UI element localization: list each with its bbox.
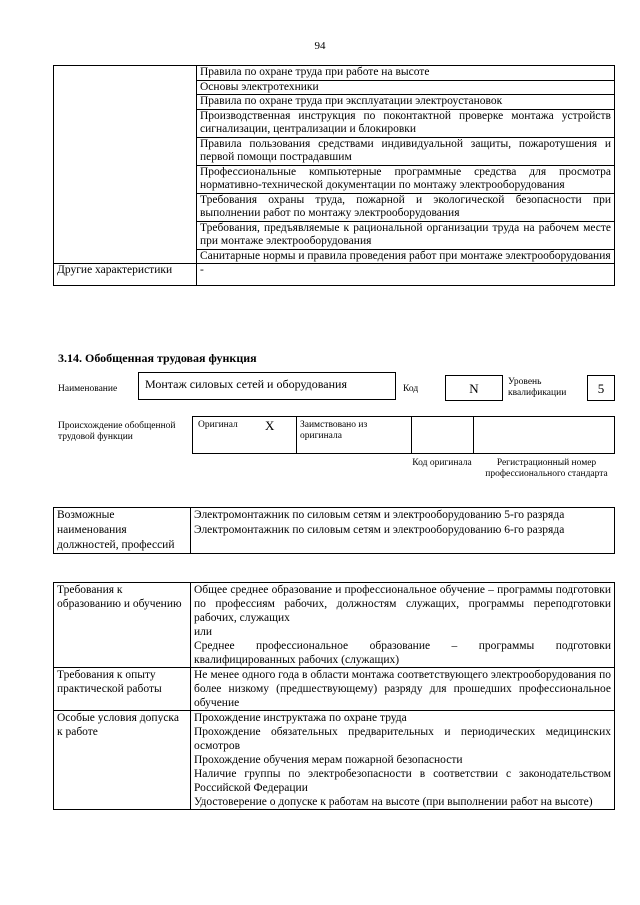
function-code: N xyxy=(445,375,503,401)
original-mark: X xyxy=(265,418,275,433)
knowledge-row: Правила по охране труда при работе на высоте xyxy=(197,66,615,81)
special-conditions-cell xyxy=(191,711,615,810)
positions-table xyxy=(53,507,615,554)
level-value: 5 xyxy=(587,375,615,401)
condition-item: Прохождение обязательных предварительных и периодических медицинских осмотров xyxy=(194,726,611,752)
code-label: Код xyxy=(403,384,419,394)
page-number: 94 xyxy=(314,40,326,52)
knowledge-row: Санитарные нормы и правила проведения работ при монтаже электрооборудования xyxy=(197,249,615,264)
experience-item: Не менее одного года в области монтажа соответствующего электрооборудования по более низкому (предшествующему) разряду для прошедших профессиональное обучение xyxy=(194,669,611,709)
name-label: Наименование xyxy=(58,384,118,394)
experience-label: Требования к опыту практической работы xyxy=(54,668,191,711)
knowledge-row: Профессиональные компьютерные программные средства для просмотра нормативно-технической документации по монтажу электрооборудования xyxy=(197,165,615,193)
education-item: или xyxy=(194,626,213,638)
requirements-table xyxy=(53,582,615,810)
education-label: Требования к образованию и обучению xyxy=(54,583,191,668)
knowledge-row: Требования охраны труда, пожарной и экологической безопасности при выполнении работ по монтажу электрооборудования xyxy=(197,193,615,221)
original-label: Оригинал xyxy=(198,420,238,430)
education-item: Среднее профессиональное образование – программы подготовки квалифицированных рабочих (служащих) xyxy=(194,640,611,666)
level-label: Уровень квалификации xyxy=(508,377,567,398)
divider xyxy=(411,416,412,454)
condition-item: Наличие группы по электробезопасности в соответствии с законодательством Российской Федерации xyxy=(194,768,611,794)
positions-label: Возможные наименования должностей, профессий xyxy=(54,508,191,554)
position-item: Электромонтажник по силовым сетям и электрооборудованию 5-го разряда xyxy=(194,509,565,521)
empty-label-cell xyxy=(54,66,197,264)
positions-cell xyxy=(191,508,615,554)
condition-item: Прохождение обучения мерам пожарной безопасности xyxy=(194,754,463,766)
reg-caption: Регистрационный номер профессионального стандарта xyxy=(485,458,608,479)
knowledge-table xyxy=(53,65,615,286)
position-item: Электромонтажник по силовым сетям и электрооборудованию 6-го разряда xyxy=(194,524,565,536)
education-item: Общее среднее образование и профессиональное обучение – программы подготовки по профессиям рабочих, должностям служащих, программы переподготовки рабочих, служащих xyxy=(194,584,611,624)
knowledge-row: Производственная инструкция по поконтактной проверке монтажа устройств сигнализации, централизации и блокировки xyxy=(197,109,615,137)
education-cell xyxy=(191,583,615,668)
function-name: Монтаж силовых сетей и оборудования xyxy=(138,372,396,400)
section-title: 3.14. Обобщенная трудовая функция xyxy=(58,351,257,365)
knowledge-row: Требования, предъявляемые к рациональной организации труда на рабочем месте при монтаже электрооборудования xyxy=(197,221,615,249)
code-caption: Код оригинала xyxy=(412,458,472,468)
knowledge-row: Правила по охране труда при эксплуатации электроустановок xyxy=(197,95,615,110)
divider xyxy=(296,416,297,454)
special-conditions-label: Особые условия допуска к работе xyxy=(54,711,191,810)
condition-item: Прохождение инструктажа по охране труда xyxy=(194,712,407,724)
borrowed-label: Заимствовано из оригинала xyxy=(300,420,368,441)
condition-item: Удостоверение о допуске к работам на высоте (при выполнении работ на высоте) xyxy=(194,796,593,808)
origin-label: Происхождение обобщенной трудовой функции xyxy=(58,421,176,442)
experience-cell xyxy=(191,668,615,711)
other-characteristics-value: - xyxy=(197,264,615,286)
knowledge-row: Основы электротехники xyxy=(197,80,615,95)
divider xyxy=(473,416,474,454)
knowledge-row: Правила пользования средствами индивидуальной защиты, пожаротушения и первой помощи пострадавшим xyxy=(197,137,615,165)
other-characteristics-label: Другие характеристики xyxy=(54,264,197,286)
